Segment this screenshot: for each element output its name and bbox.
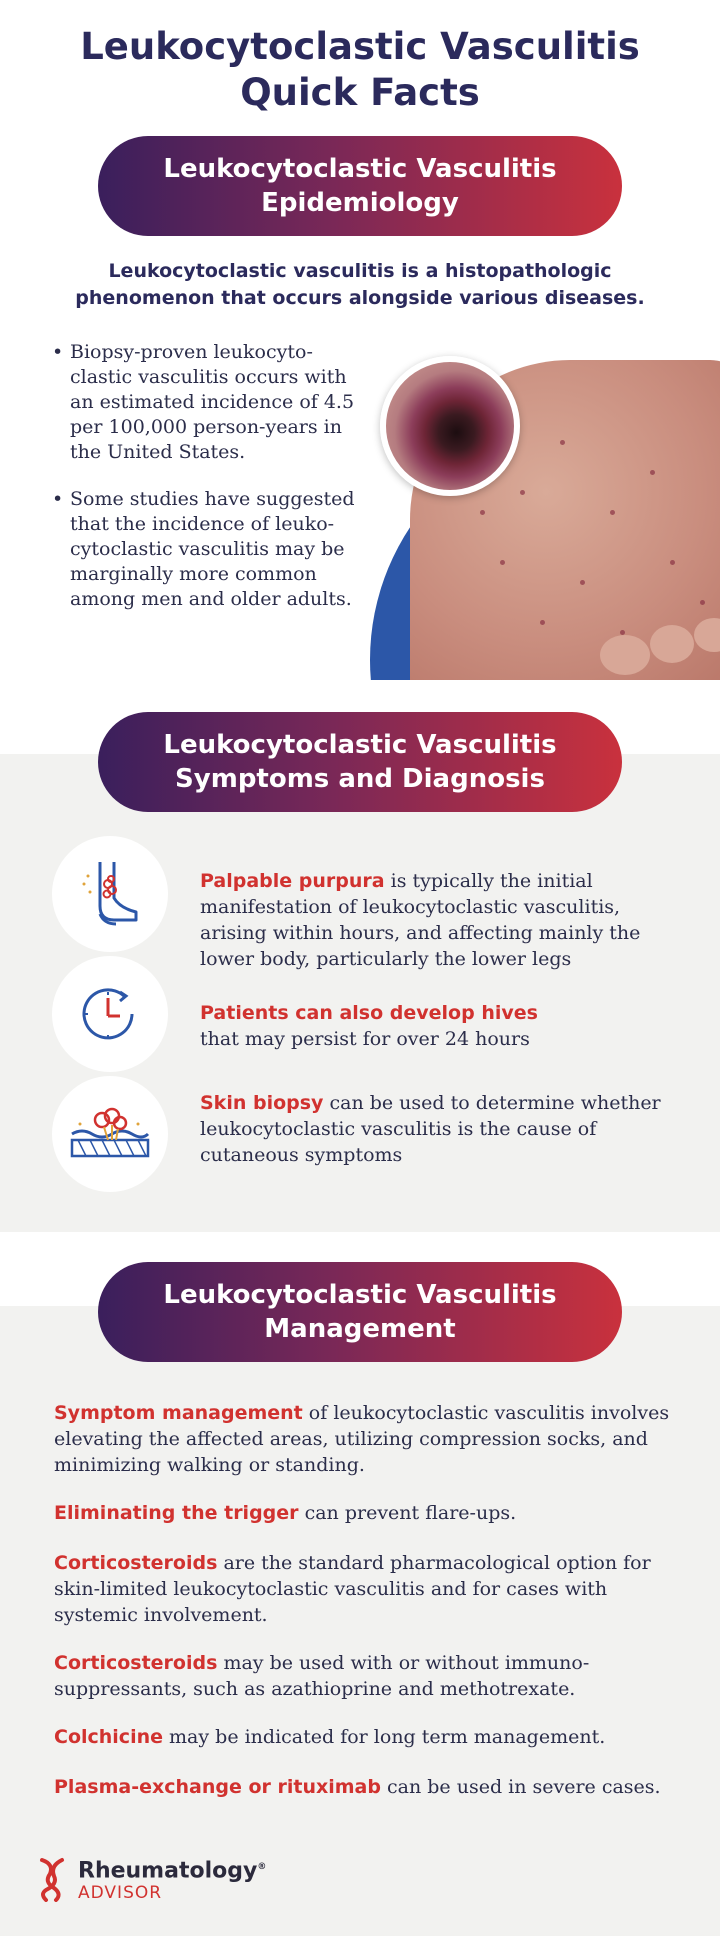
bullet-item: • Biopsy-proven leukocyto- clastic vasculitis occurs with an estimated incidence of 4.5 per 100,000 person-years in the United States. xyxy=(52,340,362,465)
title-line-1: Leukocytoclastic Vasculitis xyxy=(80,25,640,68)
symptom-text: Skin biopsy can be used to determine whether leukocytoclastic vasculitis is the cause of cutaneous symptoms xyxy=(200,1092,661,1166)
symptom-row xyxy=(52,836,672,970)
symptom-row xyxy=(52,1076,672,1192)
management-item: Eliminating the trigger can prevent flare-ups. xyxy=(54,1502,517,1524)
symptoms-heading: Leukocytoclastic Vasculitis Symptoms and Diagnosis xyxy=(98,712,622,812)
symptom-text: Palpable purpura is typically the initial manifestation of leukocytoclastic vasculitis, arising within hours, and affecting mainly the lower body, particularly the lower legs xyxy=(200,870,641,970)
management-item: Colchicine may be indicated for long term management. xyxy=(54,1726,606,1748)
management-item: Symptom management of leukocytoclastic vasculitis involves elevating the affected areas, utilizing compression socks, and minimizing walking or standing. xyxy=(54,1402,670,1476)
management-item: Corticosteroids are the standard pharmacological option for skin-limited leukocytoclastic vasculitis and for cases with systemic involvement. xyxy=(54,1552,651,1626)
management-heading: Leukocytoclastic Vasculitis Management xyxy=(98,1262,622,1362)
leg-rash-icon xyxy=(52,836,168,952)
logo-mark-icon xyxy=(36,1856,68,1902)
epidemiology-heading: Leukocytoclastic Vasculitis Epidemiology xyxy=(98,136,622,236)
management-item: Corticosteroids may be used with or without immuno- suppressants, such as azathioprine and methotrexate. xyxy=(54,1652,590,1700)
lesion-closeup-photo xyxy=(380,356,520,496)
epidemiology-intro: Leukocytoclastic vasculitis is a histopathologic phenomenon that occurs alongside various diseases. xyxy=(75,260,645,309)
page-title xyxy=(0,24,720,116)
symptom-text: Patients can also develop hives that may persist for over 24 hours xyxy=(200,1002,538,1050)
clock-icon xyxy=(52,956,168,1072)
management-item: Plasma-exchange or rituximab can be used in severe cases. xyxy=(54,1776,661,1798)
epidemiology-bullets xyxy=(52,340,362,634)
skin-layer-icon xyxy=(52,1076,168,1192)
rheumatology-advisor-logo: Rheumatology® ADVISOR xyxy=(36,1854,266,1904)
bullet-item: • Some studies have suggested that the incidence of leuko- cytoclastic vasculitis may be marginally more common among men and older adults. xyxy=(52,487,362,612)
epidemiology-section xyxy=(0,0,720,680)
title-line-2: Quick Facts xyxy=(240,71,480,114)
symptom-row xyxy=(52,956,672,1072)
